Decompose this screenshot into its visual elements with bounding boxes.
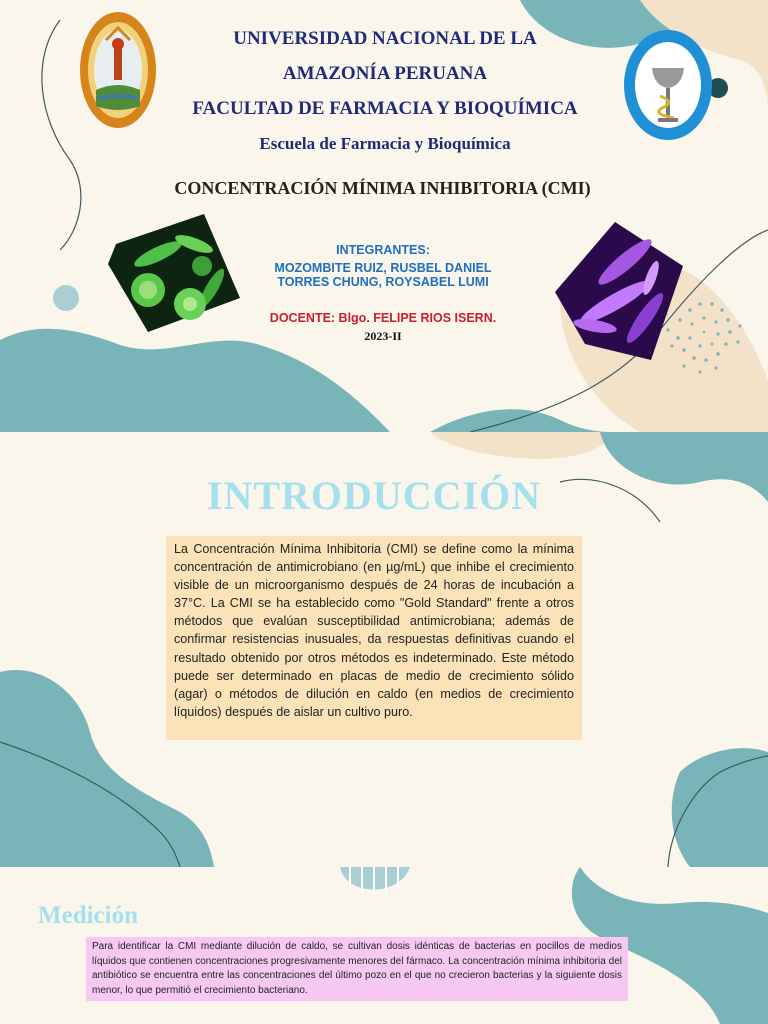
member-name: MOZOMBITE RUIZ, RUSBEL DANIEL <box>274 261 492 275</box>
purple-bacteria-image <box>555 222 683 360</box>
school-name: Escuela de Farmacia y Bioquímica <box>259 134 511 153</box>
faculty-name: FACULTAD DE FARMACIA Y BIOQUÍMICA <box>192 98 578 119</box>
academic-term: 2023-II <box>364 329 402 343</box>
intro-page <box>0 432 768 867</box>
medicion-page <box>0 867 768 1024</box>
university-seal-icon <box>78 10 158 130</box>
university-name-line2: AMAZONÍA PERUANA <box>282 63 488 84</box>
document-title: CONCENTRACIÓN MÍNIMA INHIBITORIA (CMI) <box>174 178 591 198</box>
faculty-seal-icon <box>622 28 714 143</box>
green-bacteria-image <box>108 214 240 332</box>
members-label: INTEGRANTES: <box>336 243 430 257</box>
intro-title: INTRODUCCIÓN <box>206 473 542 518</box>
intro-text-box: La Concentración Mínima Inhibitoria (CMI) se define como la mínima concentración de antimicrobiano (en µg/mL) que inhibe el crecimiento visible de un microorganismo después de 24 horas de incubación a 37°C. La CMI se ha establecido como "Gold Standard" frente a otros métodos que evalúan susceptibilidad antimicrobiana; además de confirmar resistencias inusuales, da respuestas definitivas cuando el resultado obtenido por otros métodos es indeterminado. Este método puede ser determinado en placas de medio de crecimiento sólido (agar) o métodos de dilución en caldo (en medios de crecimiento líquidos) después de aislar un cultivo puro. <box>166 536 582 740</box>
cover-page <box>0 0 768 432</box>
member-name: TORRES CHUNG, ROYSABEL LUMI <box>277 275 489 289</box>
medicion-text-box: Para identificar la CMI mediante dilución de caldo, se cultivan dosis idénticas de bacterias en pocillos de medios líquidos que contienen concentraciones progresivamente menores del fármaco. La concentración mínima inhibitoria del antibiótico se encuentra entre las concentraciones del último pozo en el que no crecieron bacterias y la siguiente dosis menor, lo que permitió el crecimiento bacteriano. <box>86 937 628 1001</box>
university-name-line1: UNIVERSIDAD NACIONAL DE LA <box>233 28 537 49</box>
teacher-name: DOCENTE: Blgo. FELIPE RIOS ISERN. <box>269 311 497 325</box>
medicion-title: Medición <box>38 902 138 929</box>
